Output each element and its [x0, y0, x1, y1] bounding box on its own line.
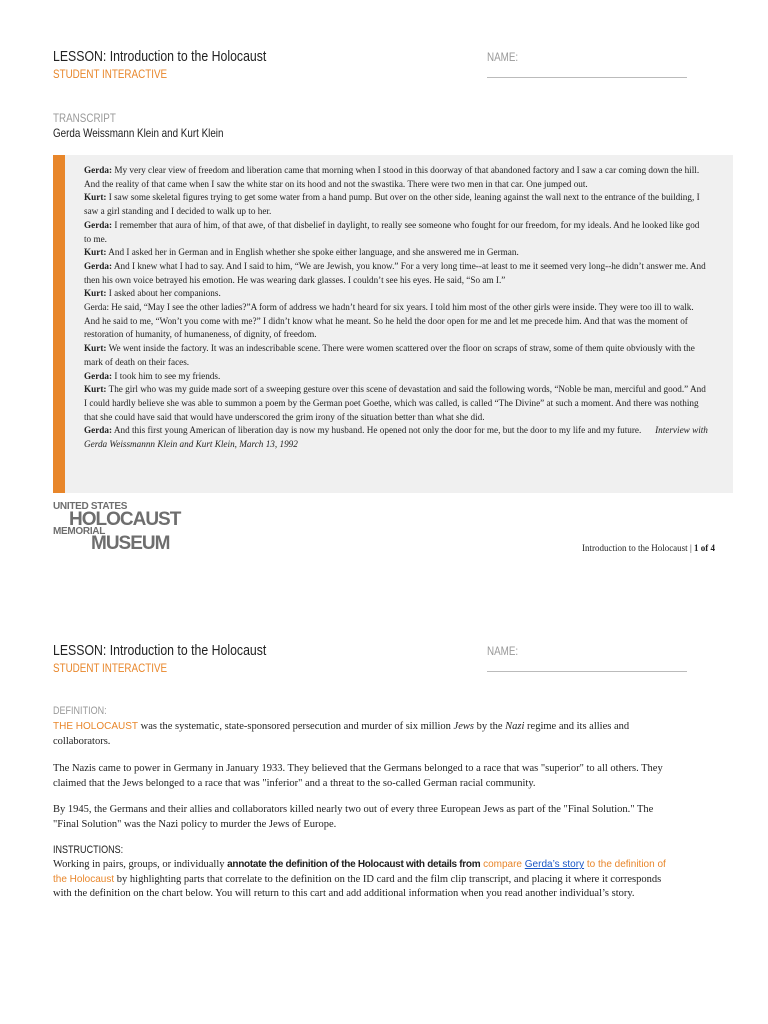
- lesson-title: LESSON: Introduction to the Holocaust: [53, 642, 267, 659]
- lesson-subtitle: STUDENT INTERACTIVE: [53, 661, 168, 675]
- lesson-subtitle: STUDENT INTERACTIVE: [53, 67, 168, 81]
- name-label: NAME:: [487, 50, 519, 64]
- page-number: 1 of 4: [694, 543, 715, 553]
- logo-line-1: UNITED STATES: [53, 501, 128, 512]
- quote-accent-bar: [53, 155, 65, 493]
- logo-line-4: MUSEUM: [91, 533, 170, 554]
- logo-line-3: MEMORIAL: [53, 526, 106, 537]
- quote-line: Gerda: And this first young American of liberation day is now my husband. He opened not only the door for me, but the door to my life and my future. Interview with Gerda Weissmannn Klein and Kurt Klein, March 13, 1992: [84, 425, 708, 450]
- quote-line: Kurt: I saw some skeletal figures trying to get some water from a hand pump. But over on the other side, leaning against the wall next to the entrance of the building, I saw a girl standing and I decided to walk up to her.: [84, 192, 700, 217]
- definition-paragraph: THE HOLOCAUST was the systematic, state-sponsored persecution and murder of six million Jews by the Nazi regime and its allies and collaborators.: [53, 721, 630, 747]
- transcript-quote-box: [53, 155, 733, 493]
- footer-title: Introduction to the Holocaust: [581, 543, 688, 553]
- logo-line-2: HOLOCAUST: [69, 509, 181, 530]
- citation: Interview with Gerda Weissmannn Klein and Kurt Klein, March 13, 1992: [84, 425, 708, 450]
- quote-line: Gerda: I took him to see my friends.: [84, 370, 221, 381]
- definition-term: THE HOLOCAUST: [53, 721, 139, 732]
- quote-line: Kurt: And I asked her in German and in English whether she spoke either language, and she answered me in German.: [84, 247, 519, 258]
- quote-line: Kurt: I asked about her companions.: [84, 288, 221, 299]
- paragraph-nazis-power: The Nazis came to power in Germany in January 1933. They believed that the Germans belonged to a race that was "superior" to all others. They claimed that the Jews belonged to a race that was "inferior" and a threat to the so-called German racial community.: [53, 763, 663, 789]
- lesson-title: LESSON: Introduction to the Holocaust: [53, 48, 267, 65]
- footer-separator: |: [689, 543, 692, 553]
- name-line: [487, 77, 687, 78]
- transcript-label: TRANSCRIPT: [53, 111, 116, 125]
- page-2: [0, 596, 768, 1024]
- definition-label: DEFINITION:: [53, 705, 107, 717]
- compare-text: compare: [480, 859, 525, 870]
- transcript-people: Gerda Weissmann Klein and Kurt Klein: [53, 126, 224, 140]
- gerdas-story-link[interactable]: Gerda’s story: [524, 859, 585, 870]
- name-label: NAME:: [487, 644, 519, 658]
- quote-line: Kurt: We went inside the factory. It was an indescribable scene. There were women scattered over the floor on scraps of straw, some of them quite obviously with the mark of death on their faces.: [84, 343, 695, 367]
- quote-line: Kurt: The girl who was my guide made sort of a sweeping gesture over this scene of devastation and said the following words, “Noble be man, merciful and good.” And I could hardly believe she was able to summon a poem by the German poet Goethe, which was called, is called “The Divine” at such a moment. And there was nothing that she could have said that would have underscored the grim irony of the situation better than what she did.: [84, 384, 706, 422]
- to-definition-text: to the definition of the Holocaust: [53, 859, 666, 885]
- instructions-label: INSTRUCTIONS:: [53, 844, 124, 856]
- museum-logo: [53, 500, 183, 558]
- quote-line: Gerda: My very clear view of freedom and liberation came that morning when I stood in this doorway of that abandoned factory and I saw a car coming down the hill. And the reality of that came when I saw the white star on its hood and not the swastika. There were two men in that car. One jumped out.: [84, 165, 700, 189]
- transcript-text: [84, 164, 708, 452]
- name-line: [487, 671, 687, 672]
- quote-line: Gerda: He said, “May I see the other ladies?”A form of address we hadn’t heard for six years. I told him most of the other girls were inside. They were too ill to walk. And he said to me, “Won’t you come with me?” I didn’t know what he meant. So he held the door open for me and let me precede him. And that was the moment of restoration of humanity, of humaneness, of dignity, of freedom.: [84, 302, 694, 340]
- term-jews: Jews: [453, 721, 474, 732]
- page-footer: [582, 543, 715, 553]
- quote-line: Gerda: I remember that aura of him, of that awe, of that disbelief in daylight, to really see someone who fought for our freedom, for my ideals. And he looked like god to me.: [84, 219, 700, 244]
- paragraph-final-solution: By 1945, the Germans and their allies and collaborators killed nearly two out of every three European Jews as part of the "Final Solution." The "Final Solution" was the Nazi policy to murder the Jews of Europe.: [53, 804, 654, 830]
- term-nazi: Nazi: [505, 721, 525, 732]
- instructions-bold: annotate the definition of the Holocaust with details from: [227, 859, 481, 870]
- quote-line: Gerda: And I knew what I had to say. And I said to him, “We are Jewish, you know.” For a very long time--at least to me it seemed very long--he didn’t answer me. And then his own voice betrayed his emotion. He was wearing dark glasses. I couldn’t see his eyes. He said, “So am I.”: [84, 260, 706, 285]
- instructions-text: Working in pairs, groups, or individually annotate the definition of the Holocaust with details from compare Gerda’s story to the definition of the Holocaust by highlighting parts that correlate to the definition on the ID card and the film clip transcript, and placing it where it corresponds with the definition on the chart below. You will return to this cart and add additional information when you read another individual’s story.: [53, 859, 666, 900]
